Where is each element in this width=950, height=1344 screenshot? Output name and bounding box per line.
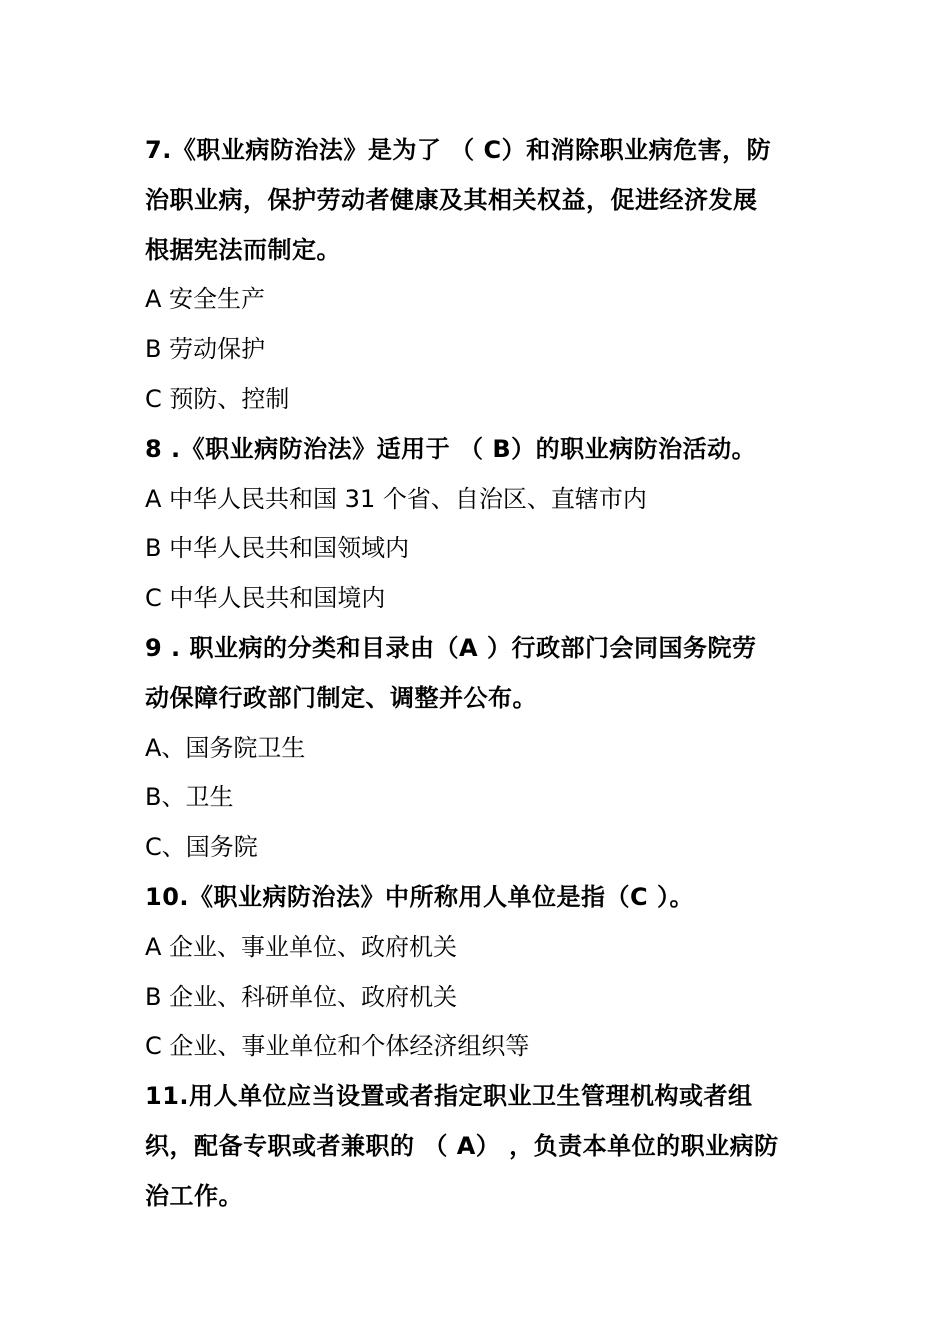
option-c: C 预防、控制 [145, 384, 290, 413]
question-9 [145, 624, 810, 873]
option-b: B 企业、科研单位、政府机关 [145, 982, 458, 1011]
option-a: A 企业、事业单位、政府机关 [145, 932, 458, 961]
question-text: 10.《职业病防治法》中所称用人单位是指（C ）。 [145, 882, 694, 911]
question-text: 7.《职业病防治法》是为了 （ C）和消除职业病危害，防 [145, 136, 772, 164]
option-b: B 中华人民共和国领域内 [145, 534, 410, 563]
option-c: C、国务院 [145, 833, 258, 862]
question-11 [145, 1072, 810, 1221]
question-text: 动保障行政部门制定、调整并公布。 [145, 683, 537, 712]
option-a: A 中华人民共和国 31 个省、自治区、直辖市内 [145, 484, 647, 513]
option-a: A 安全生产 [145, 285, 266, 314]
option-c: C 中华人民共和国境内 [145, 584, 386, 613]
question-text: 织，配备专职或者兼职的 （ A） ，负责本单位的职业病防 [145, 1131, 779, 1160]
question-text: 治工作。 [145, 1181, 243, 1210]
question-8 [145, 425, 810, 624]
question-text: 8 .《职业病防治法》适用于 （ B）的职业病防治活动。 [145, 434, 757, 463]
option-b: B、卫生 [145, 783, 234, 812]
question-list [145, 126, 810, 1222]
option-c: C 企业、事业单位和个体经济组织等 [145, 1032, 530, 1061]
question-10 [145, 873, 810, 1072]
option-b: B 劳动保护 [145, 335, 266, 364]
question-7 [145, 126, 810, 425]
question-text: 9 . 职业病的分类和目录由（A ）行政部门会同国务院劳 [145, 633, 757, 662]
question-text: 11.用人单位应当设置或者指定职业卫生管理机构或者组 [145, 1082, 753, 1111]
option-a: A、国务院卫生 [145, 733, 306, 762]
question-text: 治职业病，保护劳动者健康及其相关权益，促进经济发展 [145, 185, 758, 214]
question-text: 根据宪法而制定。 [145, 235, 341, 264]
